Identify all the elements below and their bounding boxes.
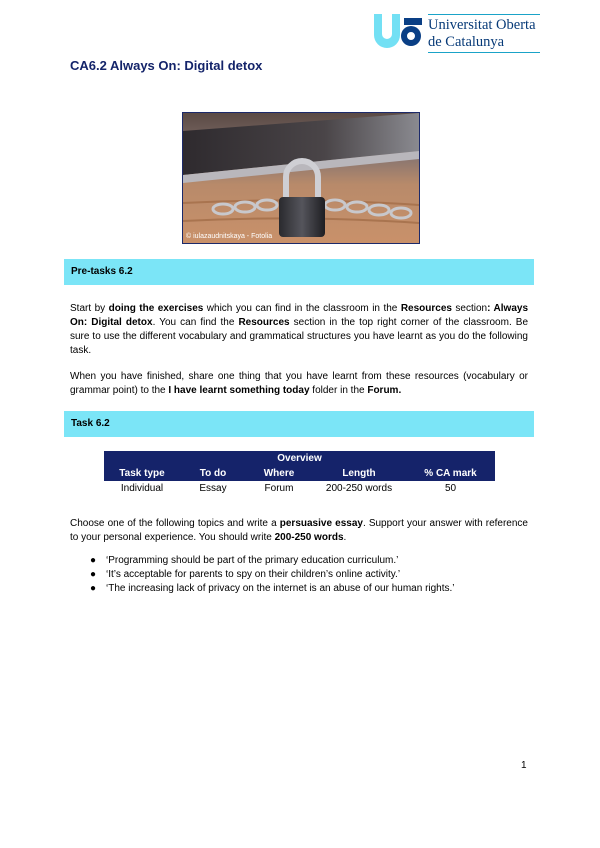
cell-where: Forum	[264, 483, 294, 494]
overview-caption-row	[104, 451, 495, 466]
header-task-type: Task type	[104, 466, 180, 481]
bold-text: Resources	[238, 317, 290, 328]
bullet-icon: ●	[90, 569, 97, 580]
bullet-icon: ●	[90, 555, 97, 566]
bold-text: : Always On: Digital detox	[70, 303, 529, 328]
task-paragraph	[70, 517, 528, 545]
uoc-logo-wordmark	[428, 14, 540, 52]
cell-ca-mark: 50	[444, 483, 457, 494]
pretasks-heading: Pre-tasks 6.2	[71, 266, 133, 277]
header-length: Length	[312, 466, 406, 481]
logo-line-1: Universitat Oberta	[428, 17, 536, 33]
text: Start by	[70, 303, 109, 314]
logo-line-2: de Catalunya	[428, 34, 505, 50]
bold-text: I have learnt something today	[168, 385, 310, 396]
text: Choose one of the following topics and write a	[70, 518, 280, 529]
cell-to-do: Essay	[199, 483, 227, 494]
overview-table	[104, 451, 495, 496]
text: which you can find in the classroom in the	[203, 303, 401, 314]
topic-list	[92, 554, 532, 596]
page-number: 1	[521, 760, 527, 771]
text: folder in the	[309, 385, 368, 396]
topic-text: ‘It’s acceptable for parents to spy on their children’s online activity.’	[106, 569, 401, 580]
photo-credit: © iulazaudnitskaya - Fotolia	[186, 233, 273, 240]
text: When you have finished, share one thing that you have learnt from these resources (vocabulary or grammar point) to the	[70, 371, 528, 396]
header-where: Where	[246, 466, 312, 481]
overview-caption: Overview	[104, 451, 495, 466]
text: . Support your answer with reference to your personal experience. You should write	[70, 518, 528, 543]
topic-text: ‘The increasing lack of privacy on the internet is an abuse of our human rights.’	[106, 583, 455, 594]
task-heading: Task 6.2	[71, 418, 110, 429]
text: section in the top right corner of the classroom. Be sure to use the different vocabulary and grammatical structures you have learnt as you do the following task.	[70, 317, 529, 356]
bold-text: Forum.	[367, 385, 402, 396]
uoc-logo	[372, 12, 542, 54]
cell-task-type: Individual	[120, 483, 164, 494]
bold-text: doing the exercises	[108, 303, 204, 314]
list-item	[92, 554, 532, 568]
bold-text: Resources	[400, 303, 452, 314]
uoc-logo-mark	[372, 12, 424, 52]
task-section-bar	[64, 411, 534, 437]
topic-text: ‘Programming should be part of the primary education curriculum.’	[106, 555, 399, 566]
table-row	[104, 481, 495, 496]
list-item	[92, 568, 532, 582]
header-ca-mark: % CA mark	[406, 466, 495, 481]
pretasks-paragraph-1	[70, 302, 528, 358]
pretasks-section-bar	[64, 259, 534, 285]
padlock-illustration	[183, 113, 419, 243]
overview-header-row	[104, 466, 495, 481]
cell-length: 200-250 words	[325, 483, 393, 494]
header-to-do: To do	[180, 466, 246, 481]
text: section	[451, 303, 488, 314]
list-item	[92, 582, 532, 596]
bold-text: persuasive essay	[279, 518, 363, 529]
pretasks-paragraph-2	[70, 370, 528, 398]
bold-text: 200-250 words	[274, 532, 344, 543]
text: . You can find the	[152, 317, 239, 328]
bullet-icon: ●	[90, 583, 97, 594]
page-title: CA6.2 Always On: Digital detox	[70, 58, 263, 73]
text: .	[343, 532, 347, 543]
padlock-chain-photo	[182, 112, 420, 244]
